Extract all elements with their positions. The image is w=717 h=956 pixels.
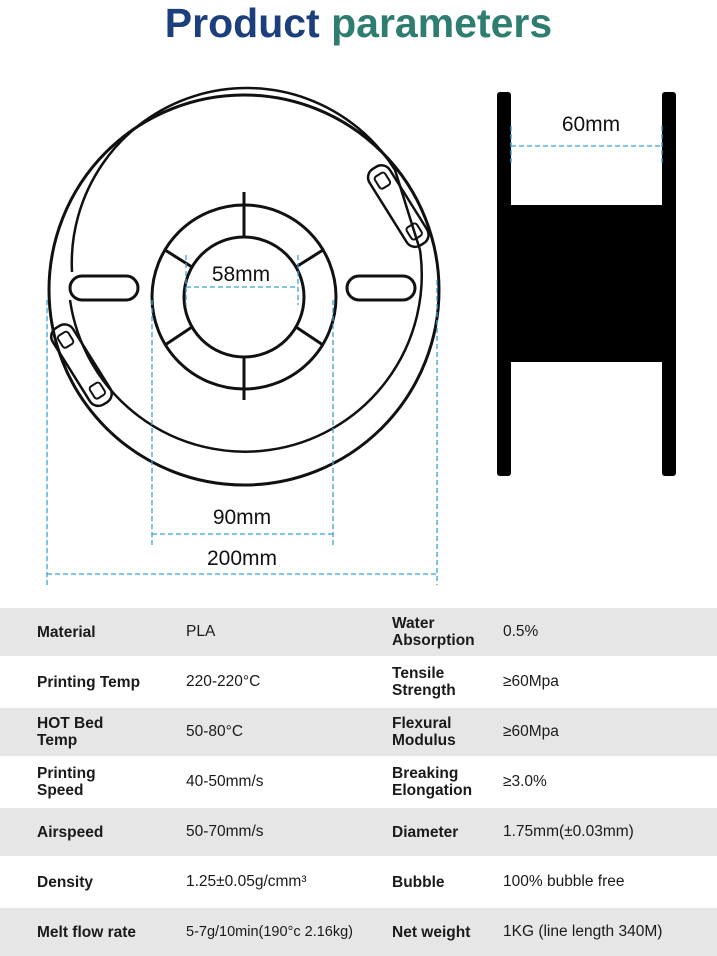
spool-outer-rim	[49, 95, 439, 485]
spec-value: 1KG (line length 340M)	[503, 923, 663, 940]
table-row	[0, 708, 717, 756]
outer-diameter-label: 200mm	[206, 547, 278, 570]
spec-value: 1.75mm(±0.03mm)	[503, 823, 634, 840]
spool-slot-right	[347, 276, 415, 300]
spec-label: Printing Speed	[37, 765, 96, 799]
spec-label: Breaking Elongation	[392, 765, 473, 799]
spec-value: 40-50mm/s	[186, 773, 264, 790]
title-word-product: Product	[164, 0, 320, 46]
spec-label: Printing Temp	[37, 673, 141, 691]
spool-slot-left	[70, 276, 138, 300]
spec-value: ≥60Mpa	[503, 723, 559, 740]
spec-value: ≥60Mpa	[503, 673, 559, 690]
spec-label: Airspeed	[37, 823, 104, 841]
hub-spoke	[165, 250, 192, 267]
filament-clip-right	[364, 162, 432, 251]
title-word-parameters: parameters	[331, 0, 553, 46]
spool-hub-inner	[184, 237, 304, 357]
spec-value: ≥3.0%	[503, 773, 547, 790]
table-row	[0, 658, 717, 706]
table-row	[0, 608, 717, 656]
spec-label: Material	[37, 623, 96, 641]
dimension-lines-front	[47, 255, 437, 585]
spec-label: Melt flow rate	[37, 923, 137, 941]
hub-spoke	[296, 250, 323, 267]
spec-label: HOT Bed Temp	[37, 715, 104, 749]
hub-diameter-label: 90mm	[212, 506, 272, 529]
hub-spoke	[296, 327, 323, 345]
spec-label: Water Absorption	[392, 615, 475, 649]
table-row	[0, 758, 717, 806]
spec-label: Density	[37, 873, 93, 891]
spec-label: Net weight	[392, 923, 471, 941]
width-label: 60mm	[561, 113, 621, 136]
spec-value: 5-7g/10min(190°c 2.16kg)	[186, 924, 354, 940]
spool-side-view	[497, 92, 676, 476]
spec-value: 100% bubble free	[503, 873, 625, 890]
spec-value: 50-70mm/s	[186, 823, 264, 840]
table-row	[0, 858, 717, 906]
spec-value: 220-220°C	[186, 673, 261, 690]
spec-label: Tensile Strength	[392, 665, 456, 699]
spec-value: 1.25±0.05g/cmm³	[186, 873, 307, 890]
spec-value: 0.5%	[503, 623, 539, 640]
table-row	[0, 908, 717, 956]
spec-value: 50-80°C	[186, 723, 244, 740]
spec-value: PLA	[186, 623, 216, 640]
inner-diameter-label: 58mm	[211, 263, 271, 286]
spec-label: Bubble	[392, 873, 445, 891]
table-row	[0, 808, 717, 856]
spec-label: Diameter	[392, 823, 459, 841]
spool-side-core	[508, 205, 665, 362]
hub-spoke	[165, 327, 192, 345]
spec-label: Flexural Modulus	[392, 715, 456, 749]
